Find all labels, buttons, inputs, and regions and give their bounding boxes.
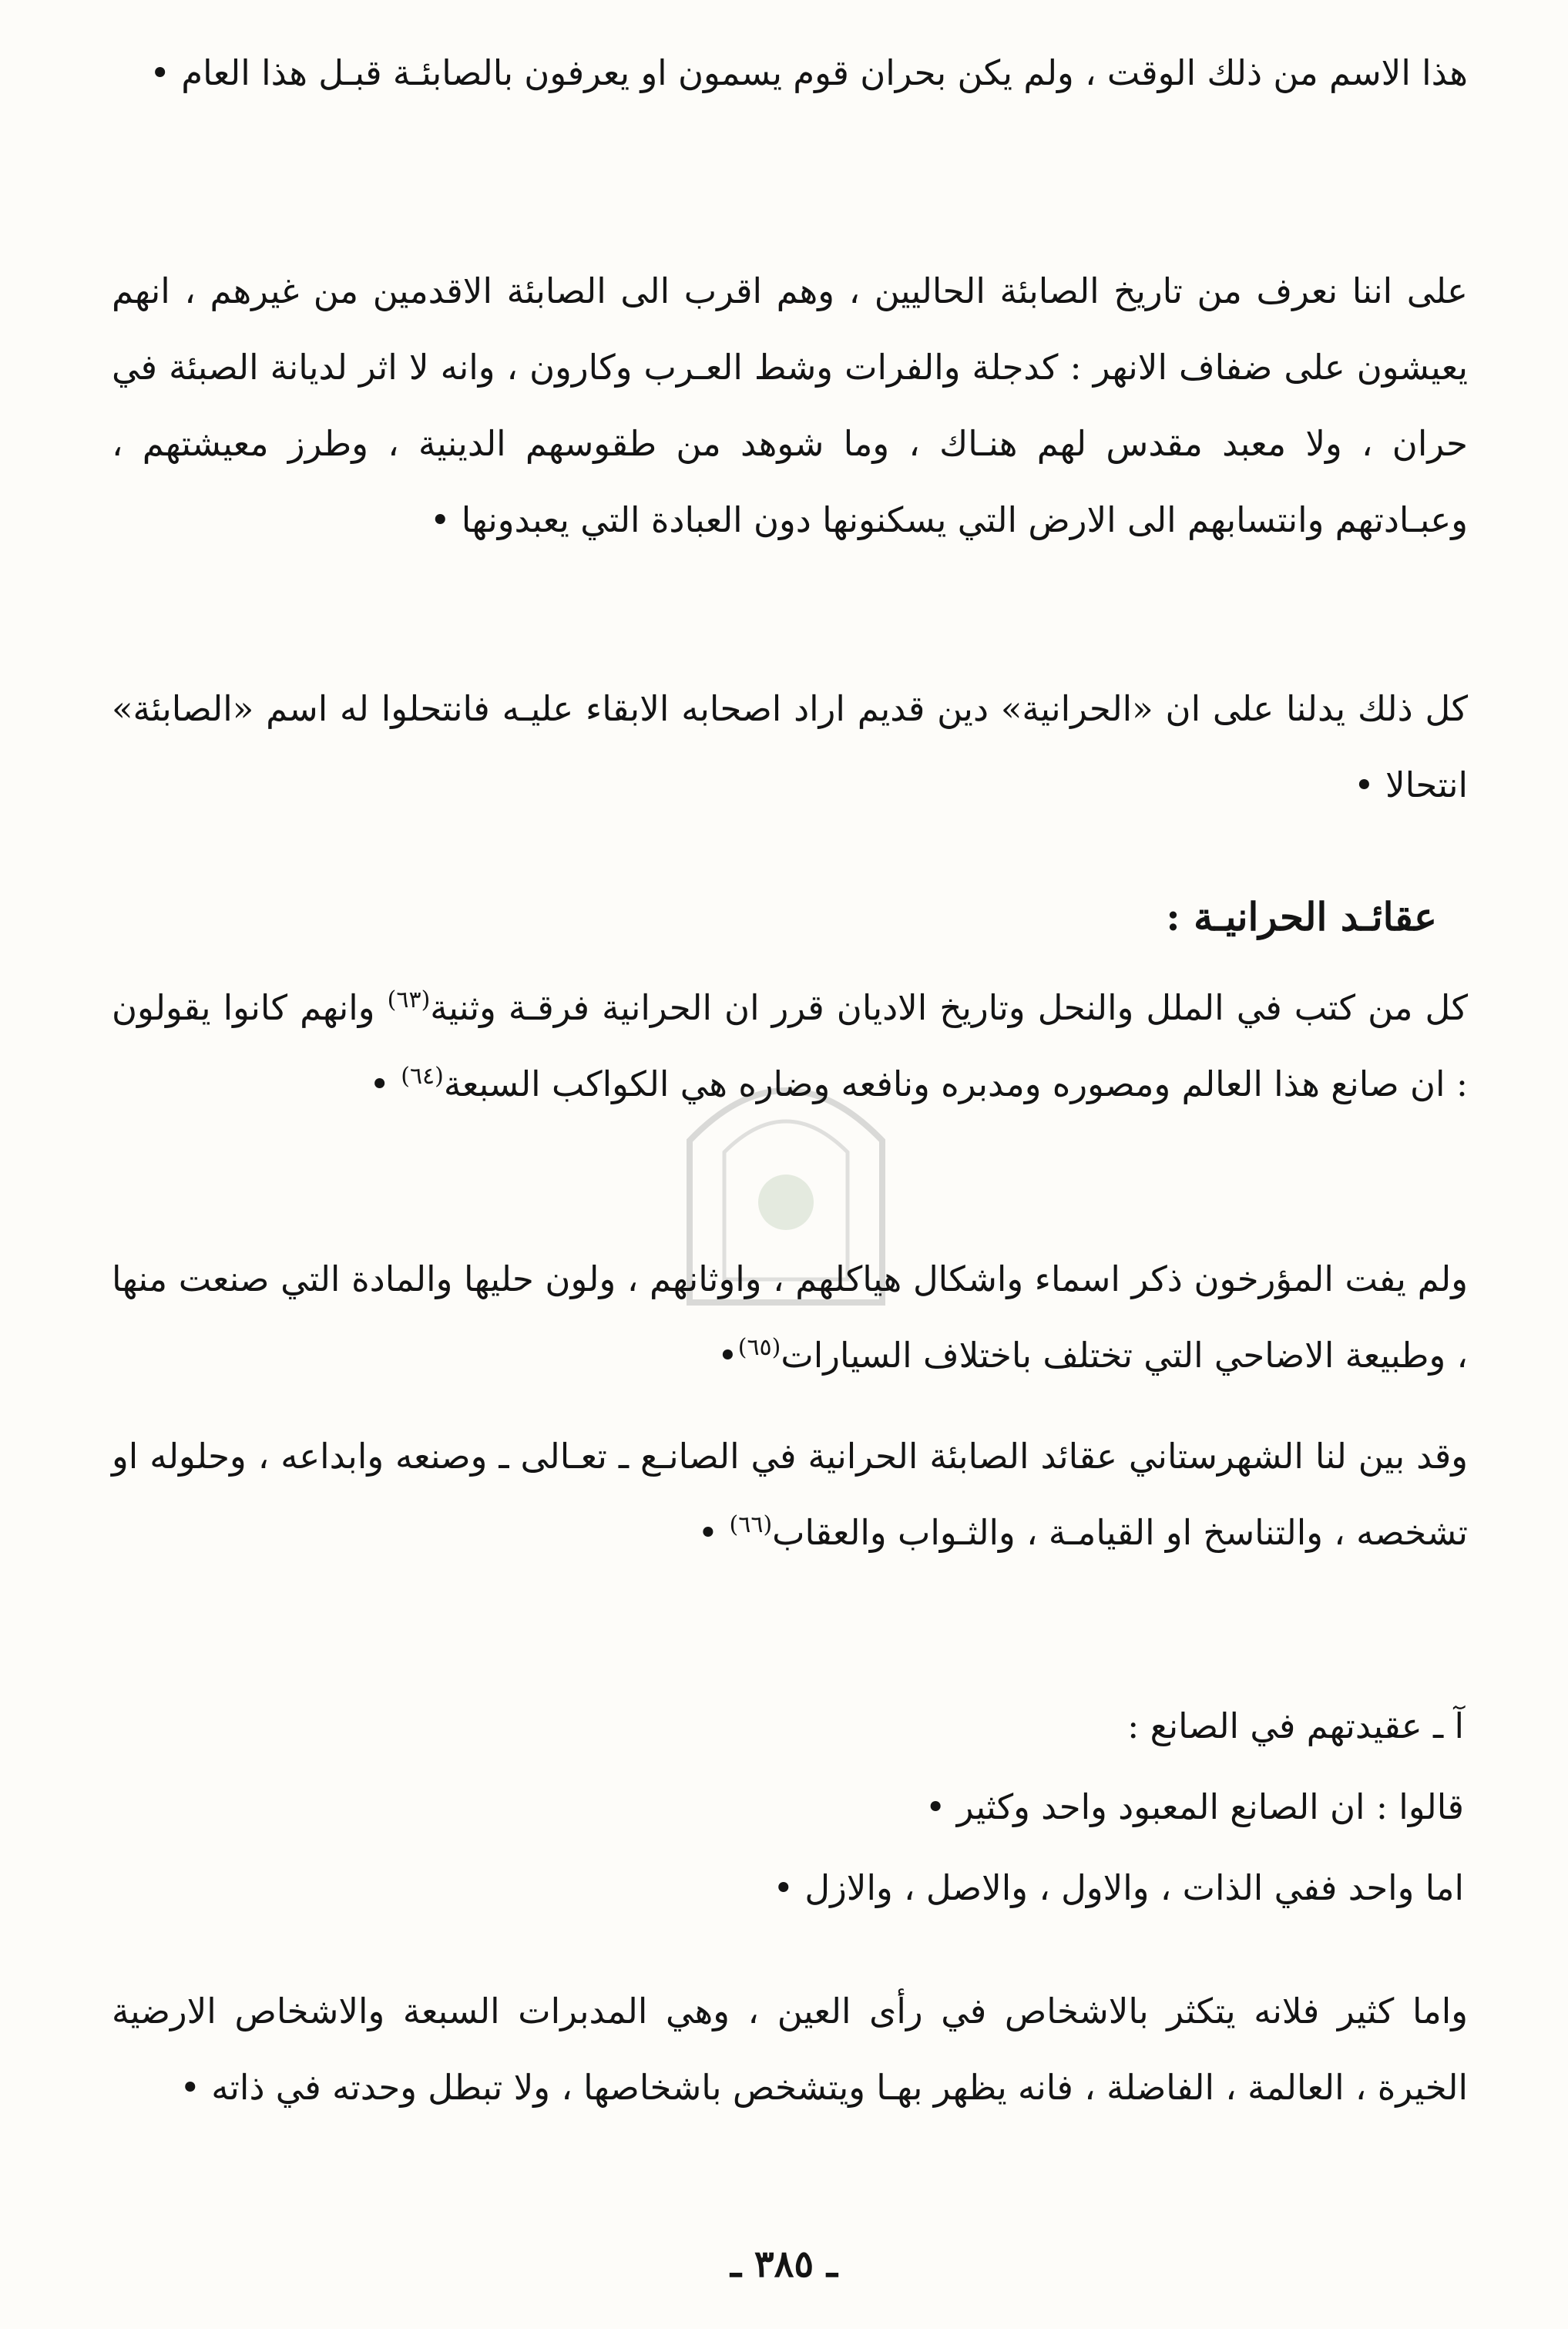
paragraph-harranian-conclusion: كل ذلك يدلنا على ان «الحرانية» دين قديم اراد اصحابه الابقاء عليـه فانتحلوا له اسم «الصابئة» انتحالا • — [112, 688, 1468, 805]
page-number: ـ ٣٨٥ ـ — [730, 2243, 838, 2286]
paragraph-many-in-persons: واما كثير فلانه يتكثر بالاشخاص في رأى العين ، وهي المدبرات السبعة والاشخاص الارضية الخيرة ، العالمة ، الفاضلة ، فانه يظهر بهـا ويتشخص باشخاصها ، ولا تبطل وحدته في ذاته • — [112, 1991, 1468, 2108]
paragraph-shahrastani: وقد بين لنا الشهرستاني عقائد الصابئة الحرانية في الصانـع ـ تعـالى ـ وصنعه وابداعه ، وحلوله او تشخصه ، والتناسخ او القيامـة ، والثـواب والعقاب$^{(٦٦)}$ • — [112, 1436, 1468, 1553]
section-heading: عقائـد الحرانيـة : — [1166, 894, 1437, 939]
paragraph-intro: هذا الاسم من ذلك الوقت ، ولم يكن بحران قوم يسمون او يعرفون بالصابئـة قبـل هذا العام • — [149, 52, 1468, 93]
footnote-marker-66: (٦٦) — [729, 1511, 773, 1538]
footnote-marker-65: (٦٥) — [737, 1334, 781, 1361]
list-item-creator-belief: آ ـ عقيدتهم في الصانع : — [1127, 1706, 1464, 1746]
footnote-marker-64: (٦٤) — [401, 1063, 444, 1090]
footnote-marker-63: (٦٣) — [387, 986, 431, 1013]
paragraph-temples: ولم يفت المؤرخون ذكر اسماء واشكال هياكلهم ، واوثانهم ، ولون حليها والمادة التي صنعت منها ، وطبيعة الاضاحي التي تختلف باختلاف السيارات$^{(٦٥)}$• — [112, 1259, 1468, 1376]
list-item-one-and-many: قالوا : ان الصانع المعبود واحد وكثير • — [925, 1786, 1464, 1827]
paragraph-sabians-modern: على اننا نعرف من تاريخ الصابئة الحاليين ، وهم اقرب الى الصابئة الاقدمين من غيرهم ، انهم يعيشون على ضفاف الانهر : كدجلة والفرات وشط العـرب وكارون ، وانه لا اثر لديانة الصبئة في حران ، ولا معبد مقدس لهم هنـاك ، وما شوهد من طقوسهم الدينية ، وطرز معيشتهم ، وعبـادتهم وانتسابهم الى الارض التي يسكنونها دون العبادة التي يعبدونها • — [112, 271, 1468, 540]
list-item-one-in-essence: اما واحد ففي الذات ، والاول ، والاصل ، والازل • — [773, 1867, 1464, 1908]
paragraph-religion-history: كل من كتب في الملل والنحل وتاريخ الاديان قرر ان الحرانية فرقـة وثنية$^{(٦٣)}$ وانهم كانوا يقولون : ان صانع هذا العالم ومصوره ومدبره ونافعه وضاره هي الكواكب السبعة$^{(٦٤)}$ • — [112, 986, 1469, 1104]
